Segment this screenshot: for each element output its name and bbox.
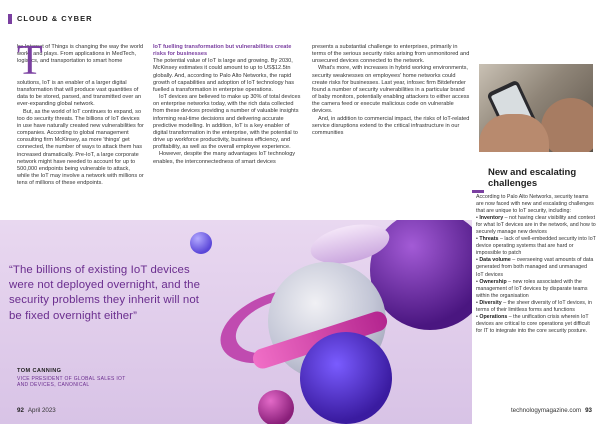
paragraph: But, as the world of IoT continues to expand, so too do security threats. The billions of IoT devices in use have naturally created new vulnerabilities for companies. According to global management consulting firm McKinsey, as more 'things' get connected, the number of ways to attack them has increased dramatically. Pre-IoT, a large corporate network might have needed to account for up to 500,000 endpoints being vulnerable to attack, while the IoT may involve a network with millions or tens of millions of these endpoints.: [17, 108, 144, 187]
sidebar-marker: [472, 190, 484, 193]
paragraph: IoT devices are believed to make up 30% of total devices on enterprise networks today, with the rich data collected from these devices providing a number of valuable insights informing real-time decisions and delivering accurate predictive modelling. In addition, IoT is a key enabler of digital transformation in the enterprise, with the potential to drive up workforce productivity, business efficiency, and profitability, as well as the overall employee experience.: [153, 94, 301, 151]
pull-quote: “The billions of existing IoT devices were not deployed overnight, and the security problems they inherit will not be fixed overnight either”: [9, 264, 201, 322]
paragraph: And, in addition to commercial impact, the risks of IoT-related service disruptions extend to the critical infrastructure in our communities: [312, 115, 470, 136]
sidebar-title: New and escalating challenges: [488, 167, 577, 189]
article-column-2: [153, 44, 305, 166]
left-folio: [17, 407, 56, 414]
issue-date: April 2023: [27, 407, 56, 414]
site-url: technologymagazine.com: [510, 407, 582, 414]
paragraph: The potential value of IoT is large and growing. By 2030, McKinsey estimates it could amount to up to US$12.5tn globally. And, according to Palo Alto Networks, the rapid growth of capabilities and adoption of IoT technology has fuelled a transformation in enterprise operations.: [153, 58, 295, 93]
paragraph: he Internet of Things is changing the way the world works and plays. From applications in MedTech, logistics, and transportation to smart home: [17, 44, 144, 65]
sidebar-box: [472, 190, 598, 404]
right-folio: [511, 407, 592, 414]
sidebar-list: [476, 215, 596, 335]
page-number: 93: [585, 407, 592, 414]
paragraph: presents a substantial challenge to enterprises, primarily in terms of the serious security risks arising from unmonitored and unsecured devices connected to the network.: [312, 44, 470, 65]
paragraph: solutions, IoT is an enabler of a larger digital transformation that will produce vast quantities of data to be stored, parsed, and transmitted over an ever-expanding global network.: [17, 80, 142, 108]
sidebar-intro: According to Palo Alto Networks, security teams are now faced with new and escalating challenges that are unique to IoT security, including:: [476, 194, 594, 215]
list-item: • Inventory – not having clear visibility and context for what IoT devices are in the network, and how to securely manage new devices: [476, 215, 596, 236]
page-number: 92: [17, 407, 24, 414]
list-item: • Diversity – the sheer diversity of IoT devices, in terms of their limitless forms and functions: [476, 299, 593, 313]
quote-author-role: VICE PRESIDENT OF GLOBAL SALES IOT AND DEVICES, CANONICAL: [17, 376, 126, 389]
list-item: • Operations – the unification crisis wherein IoT devices are critical to core operations yet difficult for IT to integrate into the core security posture.: [476, 313, 590, 334]
list-item: • Data volume – overseeing vast amounts of data generated from both managed and unmanaged IoT devices: [476, 257, 594, 278]
paragraph: What's more, with increases in hybrid working environments, security weaknesses on employees' home networks could create risks for businesses. Last year, infosec firm Bitdefender found a number of security vulnerabilities in a particular brand of baby monitors, potentially enabling attackers to either access the camera feed or execute malicious code on vulnerable devices.: [312, 65, 470, 115]
section-marker: [8, 14, 12, 24]
drop-cap: T: [17, 38, 43, 84]
article-column-1: [17, 38, 144, 187]
paragraph: However, despite the many advantages IoT technology enables, the interconnectedness of smart devices: [153, 151, 296, 165]
list-item: • Threats – lack of well-embedded security into IoT device operating systems that are hard or impossible to patch: [476, 236, 596, 257]
section-label: CLOUD & CYBER: [17, 14, 93, 23]
quote-author: TOM CANNING: [17, 368, 62, 374]
subheading: IoT fuelling transformation but vulnerabilities create risks for businesses: [153, 44, 292, 58]
list-item: • Ownership – new roles associated with the management of IoT devices by disparate teams within the organisation: [476, 278, 588, 299]
article-column-3: [312, 44, 470, 137]
phone-photo: [479, 64, 593, 152]
